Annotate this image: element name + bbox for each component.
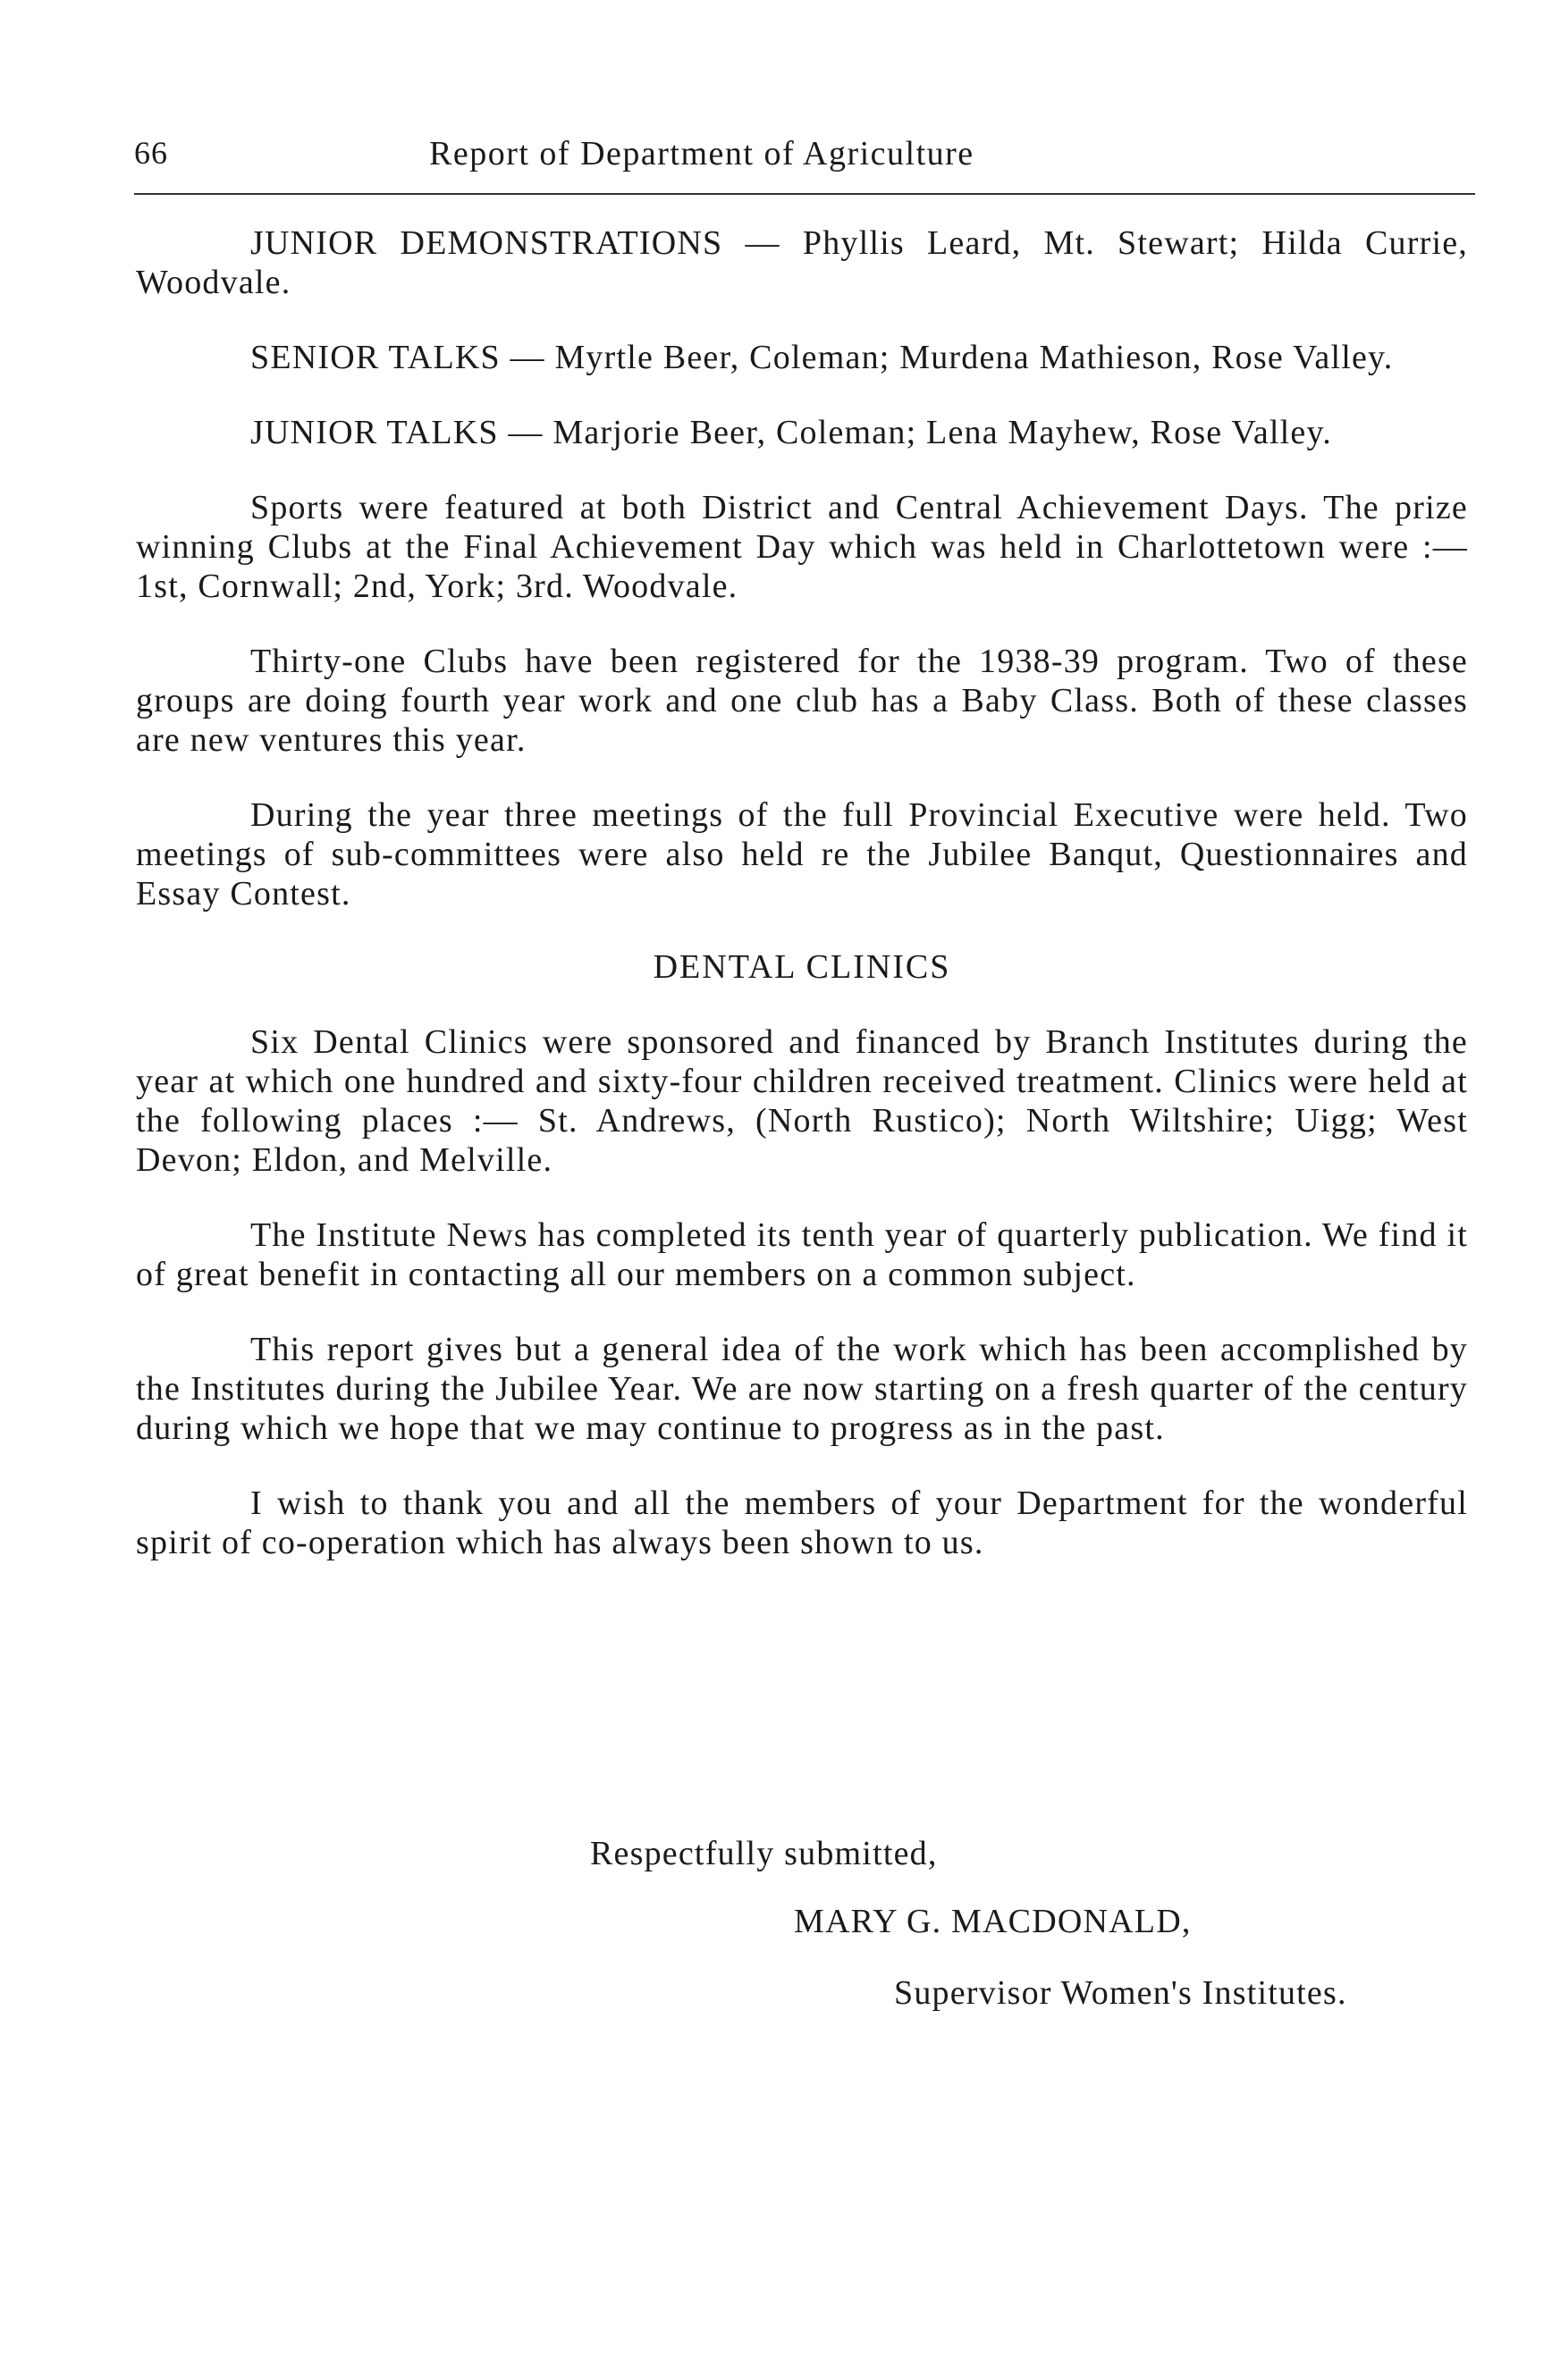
paragraph-executive-meetings: During the year three meetings of the full Provincial Executive were held. Two meetings of sub-committees were also held re the Jubilee Banqut, Questionnaires and Essay Contest. bbox=[136, 796, 1468, 912]
page-header bbox=[134, 134, 1475, 188]
header-rule bbox=[134, 193, 1475, 195]
paragraph-junior-talks: JUNIOR TALKS — Marjorie Beer, Coleman; Lena Mayhew, Rose Valley. bbox=[250, 414, 1332, 451]
paragraph-thanks: I wish to thank you and all the members of your Department for the wonderful spirit of co-operation which has always been shown to us. bbox=[136, 1484, 1468, 1561]
paragraph-junior-demonstrations: JUNIOR DEMONSTRATIONS — Phyllis Leard, Mt. Stewart; Hilda Currie, Woodvale. bbox=[136, 224, 1468, 301]
paragraph-institute-news: The Institute News has completed its tenth year of quarterly publication. We find it of great benefit in contacting all our members on a common subject. bbox=[136, 1216, 1468, 1293]
paragraph-dental-clinics: Six Dental Clinics were sponsored and financed by Branch Institutes during the year at which one hundred and sixty-four children received treatment. Clinics were held at the following places :— St. Andrews, (North Rustico); North Wiltshire; Uigg; West Devon; Eldon, and Melville. bbox=[136, 1023, 1468, 1179]
paragraph-sports: Sports were featured at both District and Central Achievement Days. The prize winning Clubs at the Final Achievement Day which was held in Charlottetown were :— 1st, Cornwall; 2nd, York; 3rd. Woodvale. bbox=[136, 489, 1468, 605]
section-heading: DENTAL CLINICS bbox=[653, 948, 951, 986]
paragraph-clubs-registered: Thirty-one Clubs have been registered for the 1938-39 program. Two of these groups are doing fourth year work and one club has a Baby Class. Both of these classes are new ventures this year. bbox=[136, 643, 1468, 759]
body-text bbox=[136, 223, 1468, 1598]
page-number: 66 bbox=[134, 135, 168, 171]
paragraph-senior-talks: SENIOR TALKS — Myrtle Beer, Coleman; Murdena Mathieson, Rose Valley. bbox=[250, 339, 1394, 376]
closing-salutation: Respectfully submitted, bbox=[590, 1835, 938, 1872]
paragraph-report-summary: This report gives but a general idea of the work which has been accomplished by the Institutes during the Jubilee Year. We are now starting on a fresh quarter of the century during which we hope that we may continue to progress as in the past. bbox=[136, 1331, 1468, 1447]
running-title: Report of Department of Agriculture bbox=[429, 135, 974, 172]
signatory-name: MARY G. MACDONALD, bbox=[794, 1903, 1192, 1940]
signatory-position: Supervisor Women's Institutes. bbox=[894, 1974, 1347, 2012]
